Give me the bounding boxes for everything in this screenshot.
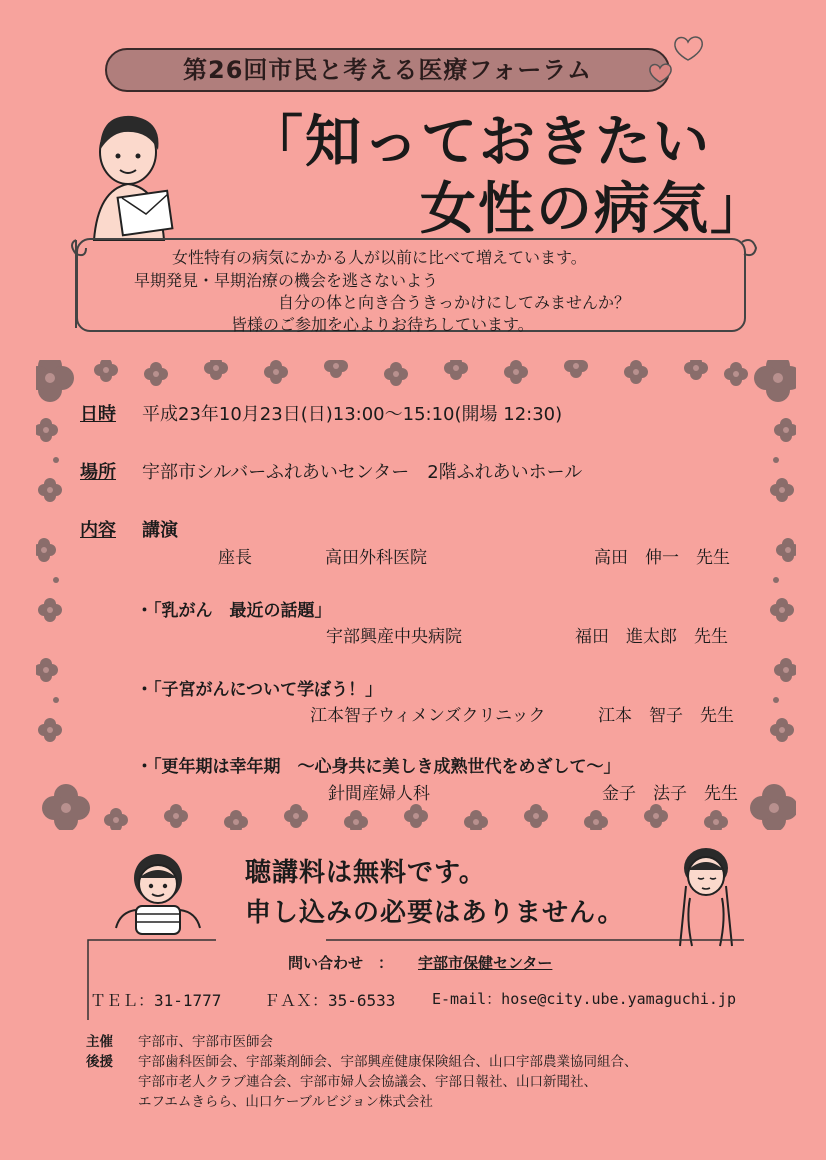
- subtitle-banner: [105, 48, 670, 92]
- lecture-institution: 江本智子ウィメンズクリニック: [310, 706, 546, 726]
- host-value: 宇部市、宇部市医師会: [138, 1034, 273, 1050]
- support-line: 宇部歯科医師会、宇部薬剤師会、宇部興産健康保険組合、山口宇部農業協同組合、: [138, 1054, 638, 1070]
- intro-line: 皆様のご参加を心よりお待ちしています。: [231, 315, 534, 334]
- contact-fax: ＦＡＸ：35-6533: [264, 991, 396, 1010]
- intro-line: 女性特有の病気にかかる人が以前に比べて増えています。: [172, 248, 587, 267]
- lecture-person: 江本 智子 先生: [598, 706, 734, 726]
- support-label: 後援: [86, 1054, 113, 1070]
- woman-thinking-illustration: [664, 842, 748, 952]
- intro-line: 自分の体と向き合うきっかけにしてみませんか？: [278, 293, 631, 312]
- support-line: エフエムきらら、山口ケーブルビジョン株式会社: [138, 1094, 433, 1110]
- main-title-line2: 女性の病気」: [420, 177, 768, 242]
- woman-reading-illustration: [80, 110, 190, 245]
- contact-email: E-mail：hose@city.ube.yamaguchi.jp: [432, 990, 736, 1008]
- date-value: 平成23年10月23日(日)13:00〜15:10(開場 12:30): [142, 404, 563, 425]
- no-registration-notice: 申し込みの必要はありません。: [245, 898, 625, 928]
- host-label: 主催: [86, 1034, 113, 1050]
- support-line: 宇部市老人クラブ連合会、宇部市婦人会協議会、宇部日報社、山口新聞社、: [138, 1074, 597, 1090]
- chair-role: 座長: [218, 548, 252, 568]
- free-admission-notice: 聴講料は無料です。: [245, 858, 486, 888]
- intro-line: 早期発見・早期治療の機会を逃さないよう: [134, 271, 439, 290]
- forum-subtitle: 第26回市民と考える医療フォーラム: [183, 56, 592, 84]
- heart-icon: [640, 28, 720, 88]
- lecture-institution: 針間産婦人科: [328, 784, 430, 804]
- content-label: 内容: [80, 520, 116, 541]
- contact-tel: ＴＥＬ：31-1777: [90, 991, 222, 1010]
- date-label: 日時: [80, 404, 116, 425]
- content-value: 講演: [142, 520, 178, 541]
- main-title-line1: 「知っておきたい: [247, 110, 711, 175]
- lecture-person: 金子 法子 先生: [602, 784, 738, 804]
- chair-person: 高田 伸一 先生: [594, 548, 730, 568]
- lecture-topic: ・「子宮がんについて学ぼう！」: [136, 680, 383, 700]
- contact-heading-label: 問い合わせ ：: [288, 954, 394, 972]
- place-label: 場所: [80, 462, 116, 483]
- lecture-person: 福田 進太郎 先生: [575, 627, 728, 647]
- lecture-institution: 宇部興産中央病院: [326, 627, 462, 647]
- girl-illustration: [108, 848, 208, 938]
- lecture-topic: ・「更年期は幸年期 〜心身共に美しき成熟世代をめざして〜」: [136, 757, 621, 777]
- chair-institution: 高田外科医院: [325, 548, 427, 568]
- place-value: 宇部市シルバーふれあいセンター 2階ふれあいホール: [142, 462, 583, 483]
- contact-heading-value: 宇部市保健センター: [418, 954, 553, 972]
- lecture-topic: ・「乳がん 最近の話題」: [136, 601, 332, 621]
